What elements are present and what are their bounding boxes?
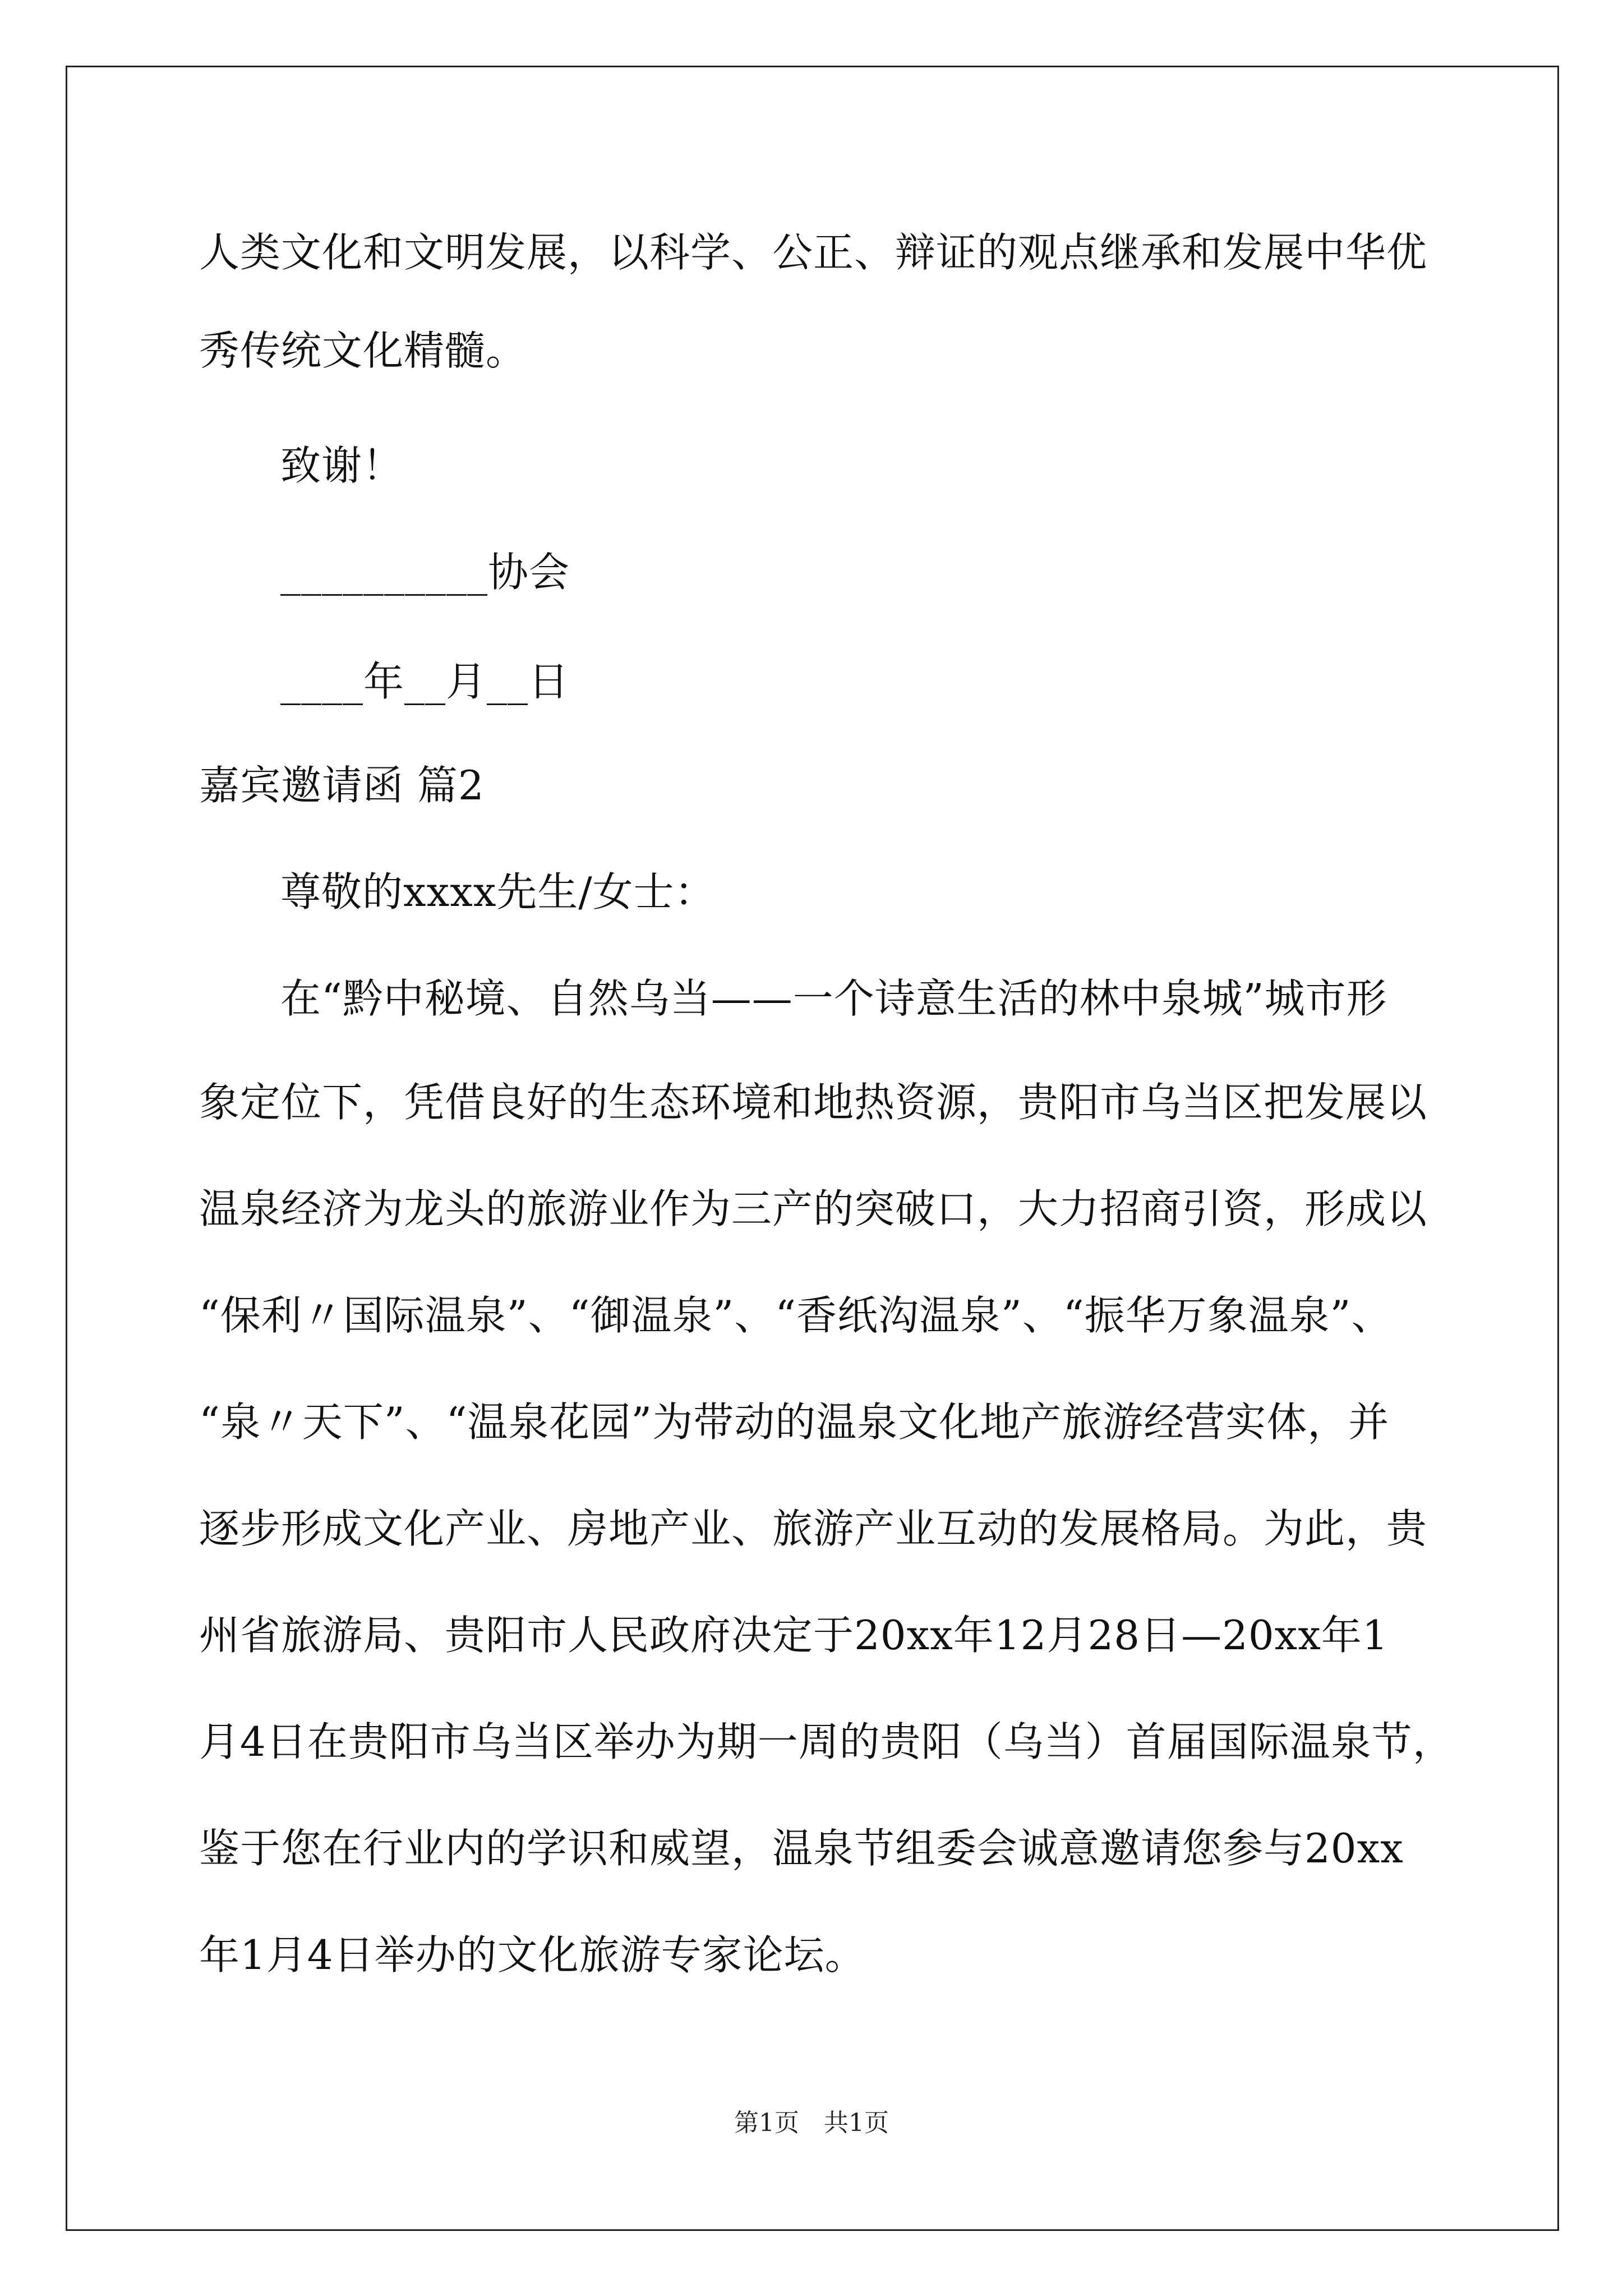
paragraph-line: 秀传统文化精髓。 xyxy=(199,327,527,374)
signature-association: __________协会 xyxy=(280,549,570,596)
paragraph-line: “保利〃国际温泉”、“御温泉”、“香纸沟温泉”、“振华万象温泉”、 xyxy=(199,1292,1393,1339)
page-border xyxy=(66,66,1559,2231)
page-footer: 第1页 共1页 xyxy=(734,2109,889,2137)
paragraph-line: 人类文化和文明发展，以科学、公正、辩证的观点继承和发展中华优 xyxy=(199,229,1428,276)
paragraph-line: 象定位下，凭借良好的生态环境和地热资源，贵阳市乌当区把发展以 xyxy=(199,1079,1428,1126)
paragraph-line: 州省旅游局、贵阳市人民政府决定于20xx年12月28日—20xx年1 xyxy=(199,1612,1389,1659)
closing-thanks: 致谢！ xyxy=(280,442,404,489)
signature-date: ____年__月__日 xyxy=(280,658,570,705)
paragraph-line: 月4日在贵阳市乌当区举办为期一周的贵阳（乌当）首届国际温泉节， xyxy=(199,1718,1454,1765)
section-heading: 嘉宾邀请函 篇2 xyxy=(199,762,485,809)
paragraph-line: 鉴于您在行业内的学识和威望，温泉节组委会诚意邀请您参与20xx xyxy=(199,1825,1404,1872)
paragraph-line: 温泉经济为龙头的旅游业作为三产的突破口，大力招商引资，形成以 xyxy=(199,1185,1428,1232)
paragraph-line: 在“黔中秘境、自然乌当——一个诗意生活的林中泉城”城市形 xyxy=(280,975,1387,1022)
paragraph-line: 逐步形成文化产业、房地产业、旅游产业互动的发展格局。为此，贵 xyxy=(199,1505,1428,1552)
salutation: 尊敬的xxxx先生/女士： xyxy=(280,868,716,915)
paragraph-line: 年1月4日举办的文化旅游专家论坛。 xyxy=(199,1931,866,1978)
paragraph-line: “泉〃天下”、“温泉花园”为带动的温泉文化地产旅游经营实体，并 xyxy=(199,1398,1390,1446)
